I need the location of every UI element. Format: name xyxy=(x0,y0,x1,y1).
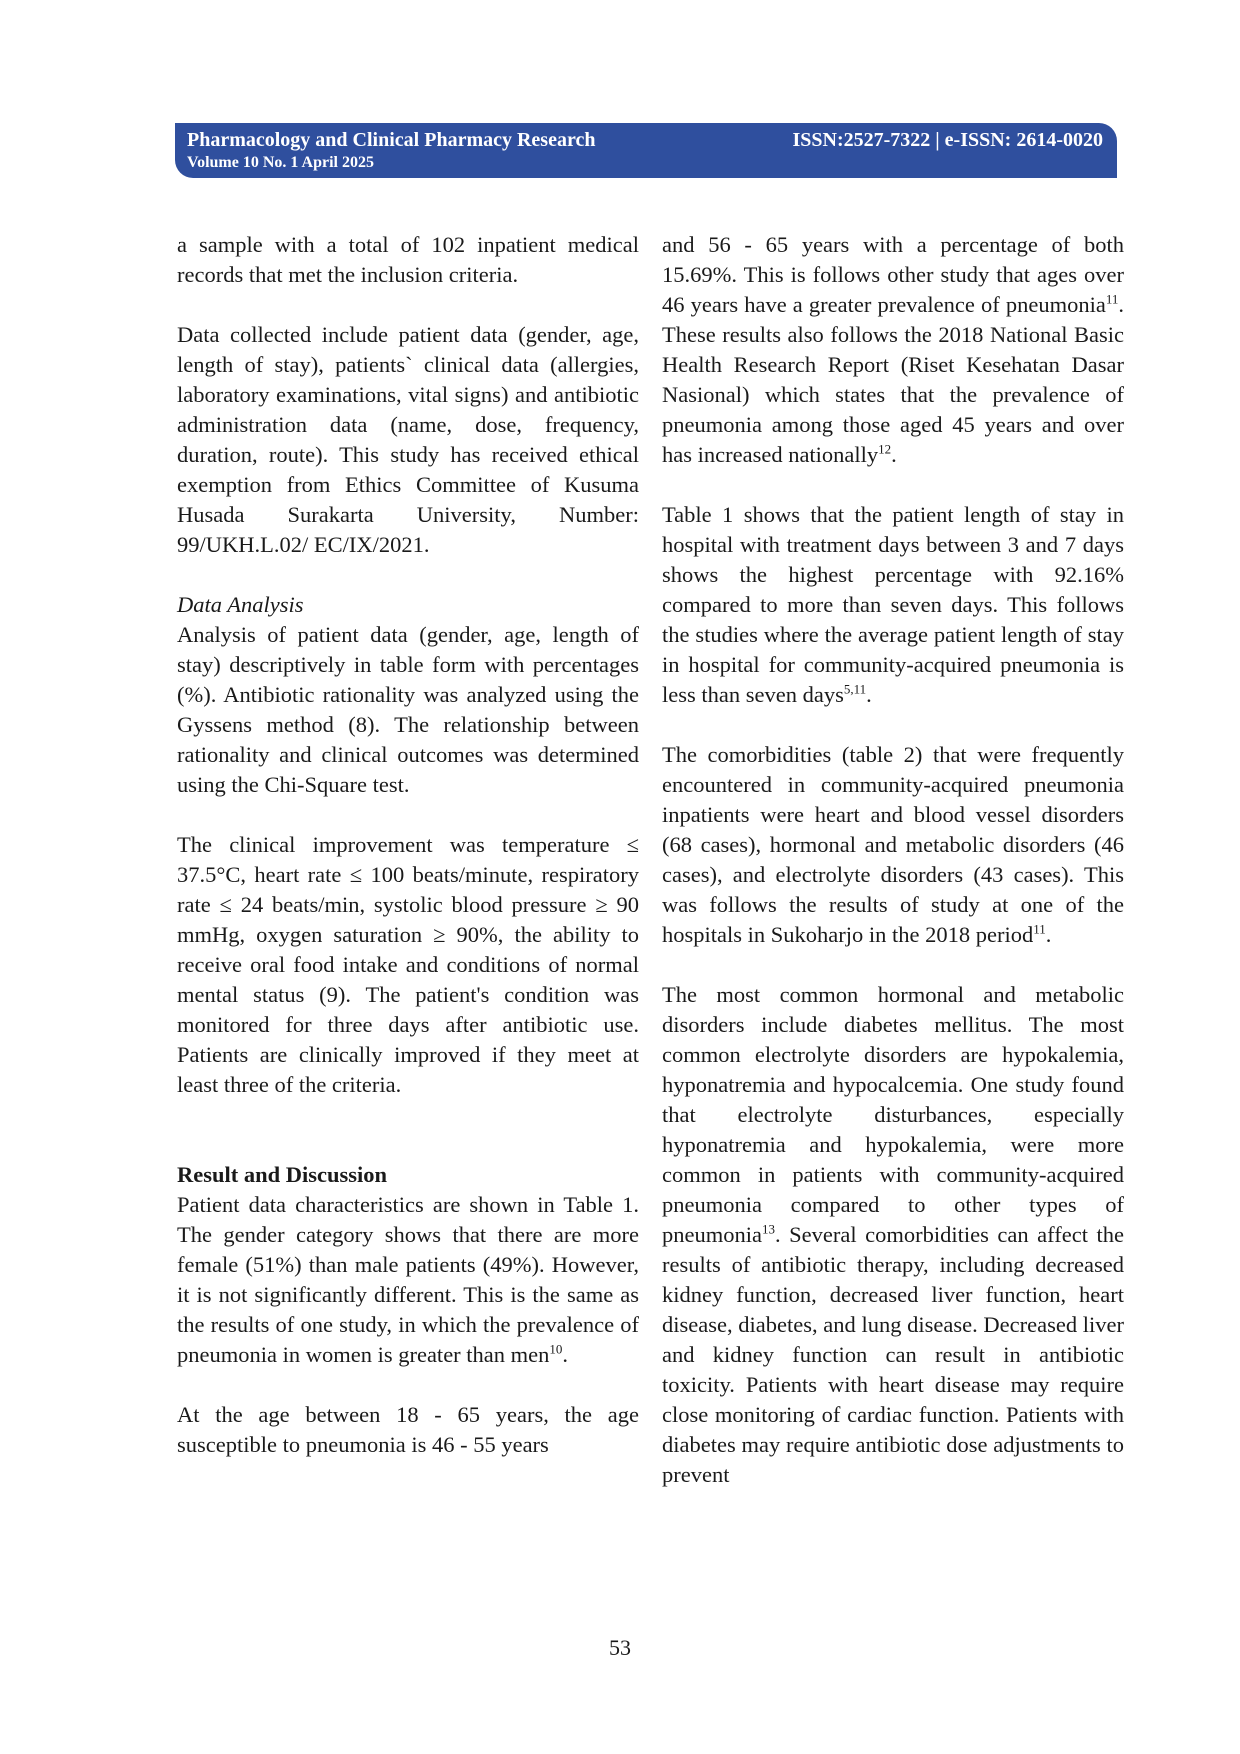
citation: 5,11 xyxy=(843,681,867,697)
citation: 13 xyxy=(761,1221,775,1237)
journal-volume: Volume 10 No. 1 April 2025 xyxy=(187,154,374,171)
paragraph: At the age between 18 - 65 years, the age susceptible to pneumonia is 46 - 55 years xyxy=(177,1402,639,1457)
paragraph-text: and 56 - 65 years with a percentage of both 15.69%. This is follows other study that ages over 46 years have a greater prevalence of pneumonia xyxy=(662,232,1124,317)
paragraph-text: . These results also follows the 2018 National Basic Health Research Report (Riset Kesehatan Dasar Nasional) which states that the prevalence of pneumonia among those aged 45 years and over has increased nationally xyxy=(662,292,1124,467)
citation: 10 xyxy=(549,1341,563,1357)
left-column xyxy=(177,230,639,1460)
paragraph: The clinical improvement was temperature ≤ 37.5°C, heart rate ≤ 100 beats/minute, respiratory rate ≤ 24 beats/min, systolic blood pressure ≥ 90 mmHg, oxygen saturation ≥ 90%, the ability to receive oral food intake and conditions of normal mental status (9). The patient's condition was monitored for three days after antibiotic use. Patients are clinically improved if they meet at least three of the criteria. xyxy=(177,832,639,1097)
paragraph xyxy=(177,1190,639,1370)
citation: 11 xyxy=(1105,291,1119,307)
paragraph-text: The comorbidities (table 2) that were frequently encountered in community-acquired pneumonia inpatients were heart and blood vessel disorders (68 cases), hormonal and metabolic disorders (46 cases), and electrolyte disorders (43 cases). This was follows the results of study at one of the hospitals in Sukoharjo in the 2018 period xyxy=(662,742,1124,947)
paragraph-text: . xyxy=(562,1342,569,1367)
paragraph xyxy=(662,740,1124,950)
paragraph-text: Table 1 shows that the patient length of stay in hospital with treatment days between 3 and 7 days shows the highest percentage with 92.16% compared to more than seven days. This follows the studies where the average patient length of stay in hospital for community-acquired pneumonia is less than seven days xyxy=(662,502,1124,707)
paragraph: Data collected include patient data (gender, age, length of stay), patients` clinical data (allergies, laboratory examinations, vital signs) and antibiotic administration data (name, dose, frequency, duration, route). This study has received ethical exemption from Ethics Committee of Kusuma Husada Surakarta University, Number: 99/UKH.L.02/ EC/IX/2021. xyxy=(177,322,639,557)
paragraph: a sample with a total of 102 inpatient medical records that met the inclusion criteria. xyxy=(177,232,639,287)
paragraph-text: Patient data characteristics are shown in Table 1. The gender category shows that there are more female (51%) than male patients (49%). However, it is not significantly different. This is the same as the results of one study, in which the prevalence of pneumonia in women is greater than men xyxy=(177,1192,639,1367)
paragraph xyxy=(662,980,1124,1490)
paragraph-text: . Several comorbidities can affect the results of antibiotic therapy, including decreased kidney function, decreased liver function, heart disease, diabetes, and lung disease. Decreased liver and kidney function can result in antibiotic toxicity. Patients with heart disease may require close monitoring of cardiac function. Patients with diabetes may require antibiotic dose adjustments to prevent xyxy=(662,1222,1124,1487)
paragraph xyxy=(662,230,1124,470)
page-number: 53 xyxy=(609,1635,631,1660)
paragraph-text: . xyxy=(891,442,897,467)
citation: 11 xyxy=(1033,921,1046,937)
journal-issn: ISSN:2527-7322 | e-ISSN: 2614-0020 xyxy=(792,129,1103,151)
paragraph xyxy=(662,500,1124,710)
paragraph-text: . xyxy=(866,682,872,707)
paragraph: Analysis of patient data (gender, age, length of stay) descriptively in table form with percentages (%). Antibiotic rationality was analyzed using the Gyssens method (8). The relationship between rationality and clinical outcomes was determined using the Chi-Square test. xyxy=(177,622,639,797)
journal-header xyxy=(175,123,1117,178)
right-column xyxy=(662,230,1124,1490)
journal-title: Pharmacology and Clinical Pharmacy Research xyxy=(187,129,596,151)
paragraph-text: . xyxy=(1045,922,1052,947)
section-heading-data-analysis: Data Analysis xyxy=(177,592,304,617)
paragraph-text: The most common hormonal and metabolic disorders include diabetes mellitus. The most common electrolyte disorders are hypokalemia, hyponatremia and hypocalcemia. One study found that electrolyte disturbances, especially hyponatremia and hypokalemia, were more common in patients with community-acquired pneumonia compared to other types of pneumonia xyxy=(662,982,1124,1247)
citation: 12 xyxy=(878,441,892,457)
section-heading-result: Result and Discussion xyxy=(177,1162,388,1187)
